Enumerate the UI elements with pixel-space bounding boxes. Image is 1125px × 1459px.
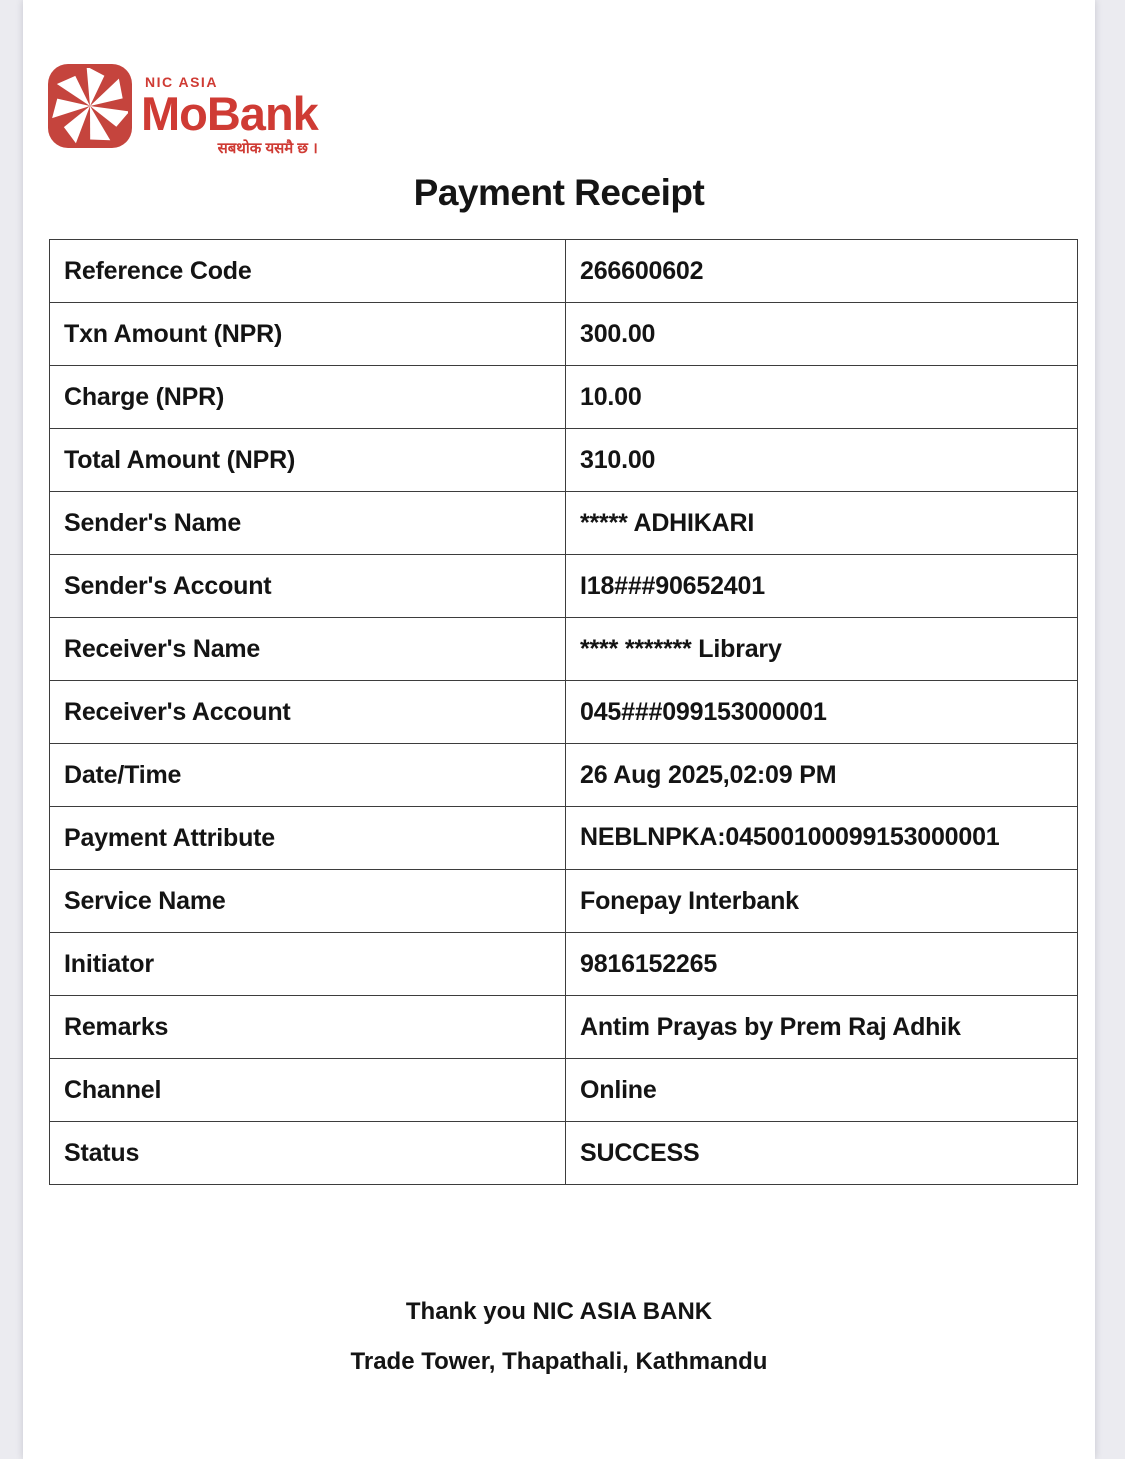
row-value-text: 045###099153000001 [580,697,827,726]
receipt-footer [23,1298,1095,1376]
nic-asia-pinwheel-star-icon [48,64,132,148]
row-value-text: SUCCESS [580,1138,700,1167]
row-value [566,555,1077,617]
brand-name-big: MoBank [141,87,318,140]
row-label-text: Payment Attribute [64,823,275,852]
row-label-text: Txn Amount (NPR) [64,319,283,348]
table-row-channel [50,1059,1077,1122]
row-label-text: Total Amount (NPR) [64,445,296,474]
brand-tagline: सबथोक यसमै छ । [217,140,318,157]
row-value-text: **** ******* Library [580,634,782,663]
row-label [50,240,566,302]
table-row-reference-code [50,240,1077,303]
row-label [50,744,566,806]
table-row-status [50,1122,1077,1184]
table-row-sender-account [50,555,1077,618]
table-row-payment-attribute [50,807,1077,870]
row-value-text: ***** ADHIKARI [580,508,755,537]
row-label-text: Sender's Name [64,508,242,537]
row-value-text: Online [580,1075,657,1104]
row-value-text: 10.00 [580,382,642,411]
row-value [566,807,1077,869]
table-row-charge [50,366,1077,429]
row-label-text: Receiver's Name [64,634,261,663]
table-row-txn-amount [50,303,1077,366]
row-label [50,681,566,743]
row-label [50,933,566,995]
row-label [50,492,566,554]
row-label [50,429,566,491]
brand-text-block [141,74,318,158]
row-label [50,618,566,680]
row-value-text: 26 Aug 2025,02:09 PM [580,760,837,789]
row-label-text: Sender's Account [64,571,272,600]
row-value-text: Fonepay Interbank [580,886,799,915]
row-value [566,366,1077,428]
row-label-text: Date/Time [64,760,182,789]
table-row-sender-name [50,492,1077,555]
row-value [566,240,1077,302]
row-value [566,681,1077,743]
row-label-text: Charge (NPR) [64,382,225,411]
row-value [566,870,1077,932]
row-value [566,618,1077,680]
row-value-text: 300.00 [580,319,656,348]
row-label [50,870,566,932]
table-row-receiver-name [50,618,1077,681]
row-label [50,807,566,869]
row-value [566,996,1077,1058]
row-value [566,303,1077,365]
row-label-text: Status [64,1138,140,1167]
row-label [50,555,566,617]
table-row-initiator [50,933,1077,996]
row-label [50,1122,566,1184]
row-value [566,744,1077,806]
row-label-text: Initiator [64,949,154,978]
brand-logo [48,64,318,158]
row-label [50,996,566,1058]
row-label [50,366,566,428]
footer-thank-you: Thank you NIC ASIA BANK [405,1298,713,1325]
row-value [566,1122,1077,1184]
table-row-service-name [50,870,1077,933]
row-value [566,429,1077,491]
row-value-text: Antim Prayas by Prem Raj Adhik [580,1012,961,1041]
brand-name-small: NIC ASIA [145,74,218,90]
row-value-text: 310.00 [580,445,656,474]
receipt-table [49,239,1078,1185]
row-value-text: 9816152265 [580,949,718,978]
table-row-receiver-account [50,681,1077,744]
row-value [566,492,1077,554]
row-value-text: 266600602 [580,256,704,285]
row-label [50,303,566,365]
row-label [50,1059,566,1121]
row-value-text: I18###90652401 [580,571,765,600]
footer-address: Trade Tower, Thapathali, Kathmandu [350,1348,768,1375]
table-row-total-amount [50,429,1077,492]
table-row-remarks [50,996,1077,1059]
row-value-text: NEBLNPKA:04500100099153000001 [580,823,1000,852]
row-label-text: Receiver's Account [64,697,291,726]
table-row-date-time [50,744,1077,807]
row-value [566,933,1077,995]
row-label-text: Channel [64,1075,162,1104]
row-value [566,1059,1077,1121]
row-label-text: Reference Code [64,256,252,285]
page-title: Payment Receipt [413,172,705,213]
row-label-text: Remarks [64,1012,169,1041]
receipt-page [23,0,1095,1459]
row-label-text: Service Name [64,886,226,915]
